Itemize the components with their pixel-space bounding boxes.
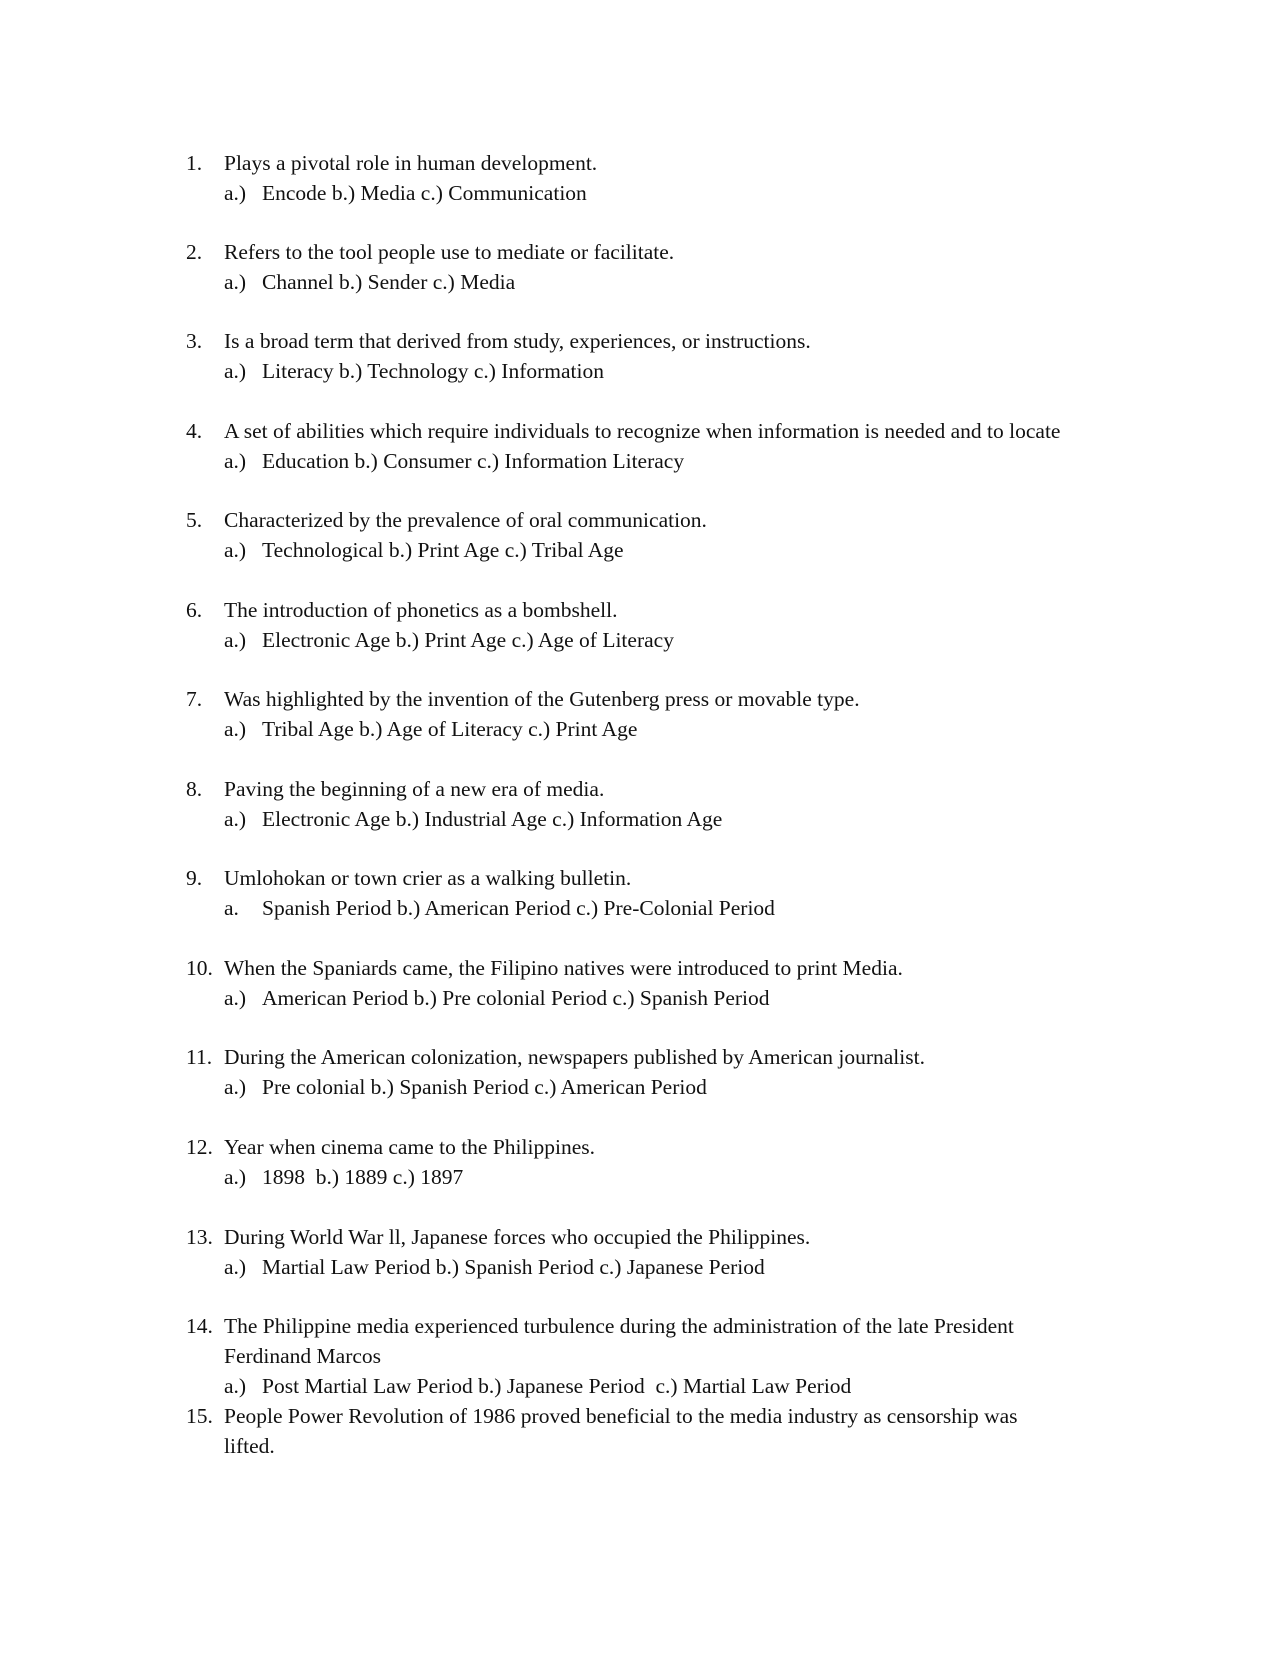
- question-text: Characterized by the prevalence of oral communication.: [224, 508, 707, 532]
- question-number: 12.: [186, 1135, 213, 1159]
- question-number: 1.: [186, 151, 203, 175]
- option-marker: a.): [224, 1165, 247, 1189]
- question-text-continued: lifted.: [224, 1434, 275, 1458]
- question-number: 13.: [186, 1225, 213, 1249]
- question-number: 3.: [186, 329, 203, 353]
- answer-options: Encode b.) Media c.) Communication: [262, 181, 587, 205]
- answer-options: Education b.) Consumer c.) Information Literacy: [262, 449, 685, 473]
- question-number: 8.: [186, 777, 203, 801]
- option-marker: a.: [224, 896, 239, 920]
- answer-options: 1898 b.) 1889 c.) 1897: [262, 1165, 464, 1189]
- option-marker: a.): [224, 270, 247, 294]
- answer-options: Literacy b.) Technology c.) Information: [262, 359, 604, 383]
- question-number: 9.: [186, 866, 203, 890]
- answer-options: Electronic Age b.) Industrial Age c.) Information Age: [262, 807, 723, 831]
- question-text: During World War ll, Japanese forces who occupied the Philippines.: [224, 1225, 811, 1249]
- option-marker: a.): [224, 807, 247, 831]
- answer-options: Tribal Age b.) Age of Literacy c.) Print Age: [262, 717, 638, 741]
- question-text: The introduction of phonetics as a bombshell.: [224, 598, 618, 622]
- answer-options: American Period b.) Pre colonial Period c.) Spanish Period: [262, 986, 770, 1010]
- question-number: 15.: [186, 1404, 213, 1428]
- question-text: A set of abilities which require individuals to recognize when information is needed and to locate: [224, 419, 1061, 443]
- option-marker: a.): [224, 628, 247, 652]
- question-number: 4.: [186, 419, 203, 443]
- option-marker: a.): [224, 1075, 247, 1099]
- question-number: 5.: [186, 508, 203, 532]
- answer-options: Spanish Period b.) American Period c.) Pre-Colonial Period: [262, 896, 775, 920]
- option-marker: a.): [224, 359, 247, 383]
- option-marker: a.): [224, 986, 247, 1010]
- answer-options: Post Martial Law Period b.) Japanese Period c.) Martial Law Period: [262, 1374, 852, 1398]
- question-number: 6.: [186, 598, 203, 622]
- question-text: Refers to the tool people use to mediate or facilitate.: [224, 240, 675, 264]
- question-text: During the American colonization, newspapers published by American journalist.: [224, 1045, 925, 1069]
- option-marker: a.): [224, 449, 247, 473]
- answer-options: Electronic Age b.) Print Age c.) Age of Literacy: [262, 628, 674, 652]
- option-marker: a.): [224, 717, 247, 741]
- option-marker: a.): [224, 1255, 247, 1279]
- option-marker: a.): [224, 181, 247, 205]
- question-text: The Philippine media experienced turbulence during the administration of the late President: [224, 1314, 1014, 1338]
- question-number: 2.: [186, 240, 203, 264]
- question-text: Plays a pivotal role in human development.: [224, 151, 598, 175]
- answer-options: Martial Law Period b.) Spanish Period c.) Japanese Period: [262, 1255, 765, 1279]
- question-text: Year when cinema came to the Philippines.: [224, 1135, 595, 1159]
- answer-options: Technological b.) Print Age c.) Tribal Age: [262, 538, 624, 562]
- question-text: Paving the beginning of a new era of media.: [224, 777, 605, 801]
- question-text-continued: Ferdinand Marcos: [224, 1344, 382, 1368]
- question-number: 10.: [186, 956, 213, 980]
- question-number: 11.: [186, 1045, 213, 1069]
- question-text: When the Spaniards came, the Filipino natives were introduced to print Media.: [224, 956, 903, 980]
- question-number: 7.: [186, 687, 203, 711]
- question-number: 14.: [186, 1314, 213, 1338]
- question-text: Umlohokan or town crier as a walking bulletin.: [224, 866, 632, 890]
- question-text: Was highlighted by the invention of the Gutenberg press or movable type.: [224, 687, 860, 711]
- option-marker: a.): [224, 538, 247, 562]
- option-marker: a.): [224, 1374, 247, 1398]
- answer-options: Channel b.) Sender c.) Media: [262, 270, 516, 294]
- answer-options: Pre colonial b.) Spanish Period c.) American Period: [262, 1075, 707, 1099]
- question-text: Is a broad term that derived from study, experiences, or instructions.: [224, 329, 811, 353]
- question-text: People Power Revolution of 1986 proved beneficial to the media industry as censorship was: [224, 1404, 1018, 1428]
